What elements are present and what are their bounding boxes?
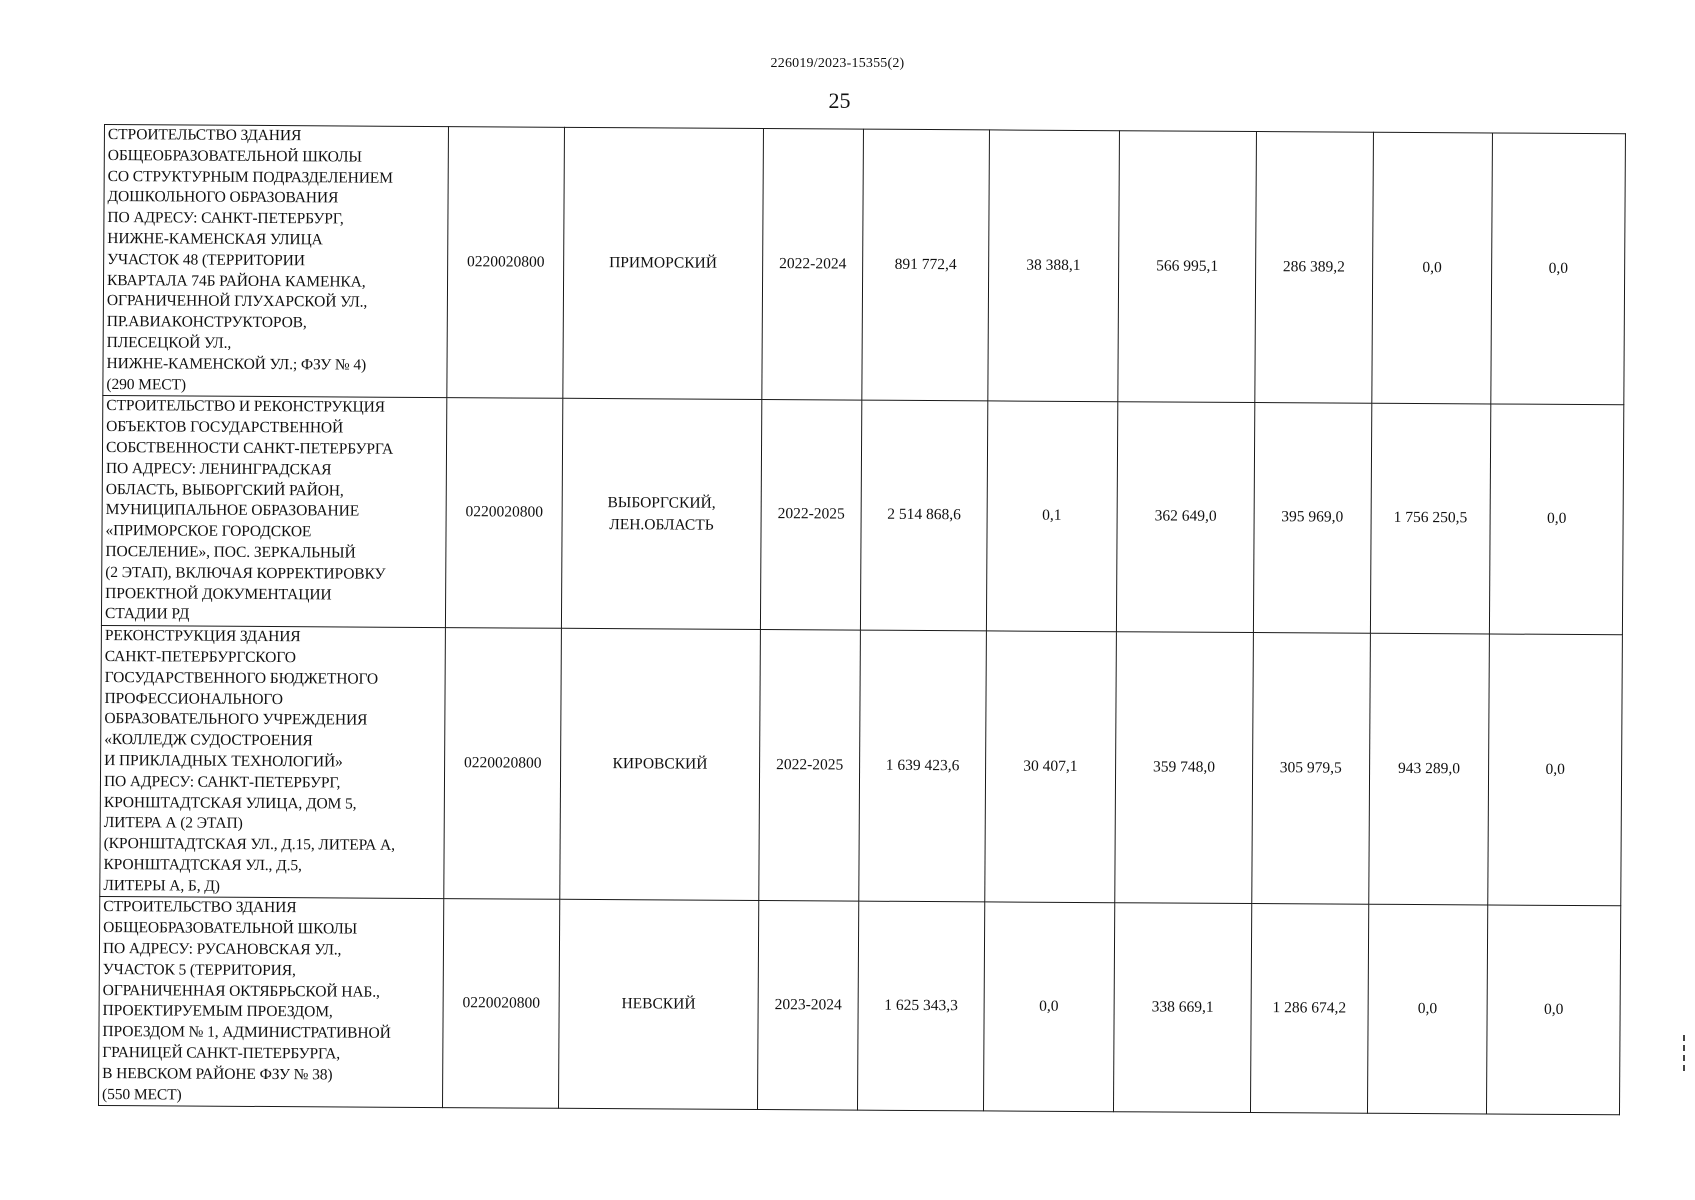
- district: КИРОВСКИЙ: [560, 628, 761, 901]
- object-description: СТРОИТЕЛЬСТВО И РЕКОНСТРУКЦИЯ ОБЪЕКТОВ ГОСУДАРСТВЕННОЙ СОБСТВЕННОСТИ САНКТ-ПЕТЕРБУРГА ПО АДРЕСУ: ЛЕНИНГРАДСКАЯ ОБЛАСТЬ, ВЫБОРГСКИЙ РАЙОН, МУНИЦИПАЛЬНОЕ ОБРАЗОВАНИЕ «ПРИМОРСКОЕ ГОРОДСКОЕ ПОСЕЛЕНИЕ», ПОС. ЗЕРКАЛЬНЫЙ (2 ЭТАП), ВКЛЮЧАЯ КОРРЕКТИРОВКУ ПРОЕКТНОЙ ДОКУМЕНТАЦИИ СТАДИИ РД: [101, 396, 447, 628]
- amount-col-1: 0,0: [983, 902, 1115, 1112]
- table-row: [103, 125, 1626, 406]
- budget-code: 0220020800: [444, 628, 561, 900]
- amount-col-2: 359 748,0: [1115, 632, 1254, 904]
- amount-col-2: 566 995,1: [1118, 131, 1257, 403]
- budget-code: 0220020800: [447, 127, 564, 399]
- investment-table: [98, 124, 1626, 1116]
- amount-col-4: 1 756 250,5: [1370, 404, 1491, 634]
- amount-col-1: 0,1: [986, 401, 1118, 632]
- period: 2022-2025: [759, 630, 861, 902]
- object-description: РЕКОНСТРУКЦИЯ ЗДАНИЯ САНКТ-ПЕТЕРБУРГСКОГО ГОСУДАРСТВЕННОГО БЮДЖЕТНОГО ПРОФЕССИОНАЛЬНОГО ОБРАЗОВАТЕЛЬНОГО УЧРЕЖДЕНИЯ «КОЛЛЕДЖ СУДОСТРОЕНИЯ И ПРИКЛАДНЫХ ТЕХНОЛОГИЙ» ПО АДРЕСУ: САНКТ-ПЕТЕРБУРГ, КРОНШТАДТСКАЯ УЛИЦА, ДОМ 5, ЛИТЕРА А (2 ЭТАП) (КРОНШТАДТСКАЯ УЛ., Д.15, ЛИТЕРА А, КРОНШТАДТСКАЯ УЛ., Д.5, ЛИТЕРЫ А, Б, Д): [100, 626, 446, 899]
- total-cost: 1 639 423,6: [859, 630, 986, 902]
- amount-col-4: 0,0: [1371, 132, 1492, 404]
- amount-col-5: 0,0: [1491, 133, 1625, 405]
- scan-margin-marks: [1683, 1035, 1688, 1071]
- budget-code: 0220020800: [443, 899, 560, 1109]
- investment-table-container: [98, 124, 1626, 1116]
- period: 2023-2024: [757, 901, 859, 1111]
- district: ВЫБОРГСКИЙ, ЛЕН.ОБЛАСТЬ: [561, 399, 761, 630]
- amount-col-5: 0,0: [1490, 404, 1624, 635]
- table-row: [101, 396, 1623, 635]
- table-row: [99, 897, 1621, 1115]
- district: ПРИМОРСКИЙ: [563, 127, 764, 400]
- amount-col-4: 0,0: [1367, 905, 1488, 1115]
- amount-col-3: 1 286 674,2: [1250, 904, 1368, 1114]
- document-number: 226019/2023-15355(2): [770, 56, 905, 71]
- period: 2022-2025: [760, 400, 862, 630]
- amount-col-4: 943 289,0: [1368, 633, 1489, 905]
- table-row: [100, 626, 1623, 907]
- amount-col-1: 30 407,1: [984, 631, 1116, 903]
- amount-col-2: 338 669,1: [1113, 903, 1251, 1113]
- amount-col-3: 305 979,5: [1252, 633, 1370, 905]
- amount-col-1: 38 388,1: [987, 130, 1119, 402]
- period: 2022-2024: [762, 129, 864, 401]
- total-cost: 891 772,4: [862, 129, 989, 401]
- district: НЕВСКИЙ: [558, 900, 758, 1110]
- amount-col-5: 0,0: [1487, 905, 1621, 1115]
- amount-col-5: 0,0: [1488, 634, 1622, 906]
- budget-code: 0220020800: [446, 398, 563, 628]
- amount-col-2: 362 649,0: [1116, 402, 1254, 633]
- amount-col-3: 395 969,0: [1253, 403, 1371, 633]
- total-cost: 2 514 868,6: [861, 400, 988, 631]
- object-description: СТРОИТЕЛЬСТВО ЗДАНИЯ ОБЩЕОБРАЗОВАТЕЛЬНОЙ ШКОЛЫ ПО АДРЕСУ: РУСАНОВСКАЯ УЛ., УЧАСТОК 5 (ТЕРРИТОРИЯ, ОГРАНИЧЕННАЯ ОКТЯБРЬСКОЙ НАБ., ПРОЕКТИРУЕМЫМ ПРОЕЗДОМ, ПРОЕЗДОМ № 1, АДМИНИСТРАТИВНОЙ ГРАНИЦЕЙ САНКТ-ПЕТЕРБУРГА, В НЕВСКОМ РАЙОНЕ ФЗУ № 38) (550 МЕСТ): [99, 897, 445, 1108]
- amount-col-3: 286 389,2: [1255, 132, 1373, 404]
- object-description: СТРОИТЕЛЬСТВО ЗДАНИЯ ОБЩЕОБРАЗОВАТЕЛЬНОЙ ШКОЛЫ СО СТРУКТУРНЫМ ПОДРАЗДЕЛЕНИЕМ ДОШКОЛЬНОГО ОБРАЗОВАНИЯ ПО АДРЕСУ: САНКТ-ПЕТЕРБУРГ, НИЖНЕ-КАМЕНСКАЯ УЛИЦА УЧАСТОК 48 (ТЕРРИТОРИИ КВАРТАЛА 74Б РАЙОНА КАМЕНКА, ОГРАНИЧЕННОЙ ГЛУХАРСКОЙ УЛ., ПР.АВИАКОНСТРУКТОРОВ, ПЛЕСЕЦКОЙ УЛ., НИЖНЕ-КАМЕНСКОЙ УЛ.; ФЗУ № 4) (290 МЕСТ): [103, 125, 449, 398]
- page-number: 25: [828, 88, 851, 113]
- total-cost: 1 625 343,3: [858, 902, 984, 1112]
